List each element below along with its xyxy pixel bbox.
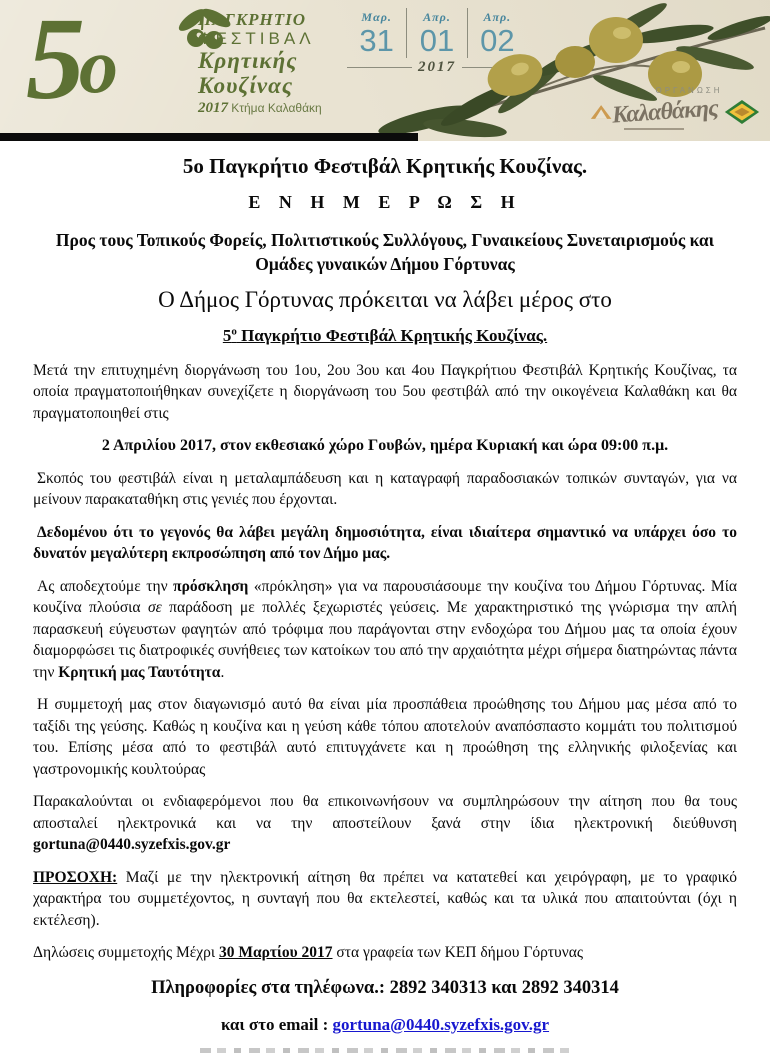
festival-logo-wordmark <box>198 11 322 116</box>
dates-year: 2017 <box>418 58 456 75</box>
date-day-1: 31 <box>359 23 394 58</box>
festival-heading: $5^o$ Παγκρήτιο Φεστιβάλ Κρητικής Κουζίνας. <box>222 325 548 345</box>
organizer-label: ΟΡΓΑΝΩΣΗ <box>655 86 723 95</box>
event-date-line: 2 Απριλίου 2017, στον εκθεσιακό χώρο Γουβών, ημέρα Κυριακή και ώρα 09:00 π.μ. <box>101 437 669 455</box>
festival-banner <box>0 0 770 141</box>
deadline-date: 30 Μαρτίου 2017 <box>218 944 333 962</box>
black-divider-bar <box>0 133 418 141</box>
festival-name-line3: Κρητικής <box>198 48 298 73</box>
paragraph-participation: Η συμμετοχή μας στον διαγωνισμό αυτό θα είναι μία προσπάθεια προώθησης του Δήμου μας μέσα από το ταξίδι της γεύσης. Καθώς η κουζίνα και η γεύση κάθε τόπου αποτελούν αναπόσπαστο κομμάτι του πολιτισμού του. Επίσης μέσα από το φεστιβάλ αυτό επιτυγχάνετε και η προώθηση της ελληνικής φιλοξενίας και γαστρονομικής κουλτούρας <box>33 696 737 778</box>
page-title: 5ο Παγκρήτιο Φεστιβάλ Κρητικής Κουζίνας. <box>182 154 588 178</box>
signature-subtext-line <box>624 128 684 130</box>
italic-se: σε <box>147 599 162 617</box>
paragraph-publicity: Δεδομένου ότι το γεγονός θα λάβει μεγάλη δημοσιότητα, είναι ιδιαίτερα σημαντικό να υπάρχει όσο το δυνατόν μεγαλύτερη εκπροσώπηση από τον Δήμο μας. <box>33 523 737 563</box>
date-day-3: 02 <box>480 23 515 58</box>
bold-prosklisi: πρόσκληση <box>173 577 249 595</box>
cutoff-text-sliver <box>200 1048 572 1053</box>
logo-edition-number: 5 <box>26 0 79 124</box>
date-day-2: 01 <box>419 23 455 58</box>
organizer-block <box>590 86 760 130</box>
paragraph-invitation: Ας αποδεχτούμε την πρόσκληση «πρόκληση» για να παρουσιάσουμε την κουζίνα του Δήμου Γόρτυνας. Μία κουζίνα πλούσια σε παράδοση με πολλές ξεχωριστές γεύσεις. Με χαρακτηριστικό της γνώρισμα την απλή παρασκευή εύγευστων φαγητών από τρόφιμα που παράγονται στην ενδοχώρα του Δήμου μας τα οποία έχουν διαμορφώσει τις διατροφικές συνήθειες των κατοίκων του από την αρχαιότητα μέχρι σήμερα διατηρώντας πάντα την Κρητική μας Ταυτότητα. <box>33 577 737 681</box>
festival-name-line2: ΦΕΣΤΙΒΑΛ <box>198 29 315 48</box>
organizer-signature: Καλαθάκης <box>611 94 719 129</box>
paragraph-purpose: Σκοπός του φεστιβάλ είναι η μεταλαμπάδευση και η καταγραφή παραδοσιακών τοπικών συνταγών, για να μείνουν παρακαταθήκη στις γενιές που έρχονται. <box>33 469 737 509</box>
addressees-line: Προς τους Τοπικούς Φορείς, Πολιτιστικούς Συλλόγους, Γυναικείους Συνεταιρισμούς και Ομάδες γυναικών Δήμου Γόρτυνας <box>55 230 715 274</box>
announcement-body <box>0 141 770 1035</box>
lead-sentence: Ο Δήμος Γόρτυνας πρόκειται να λάβει μέρος στο <box>158 287 612 312</box>
triangle-logo <box>590 102 612 122</box>
subtitle-enimerosi: Ε Ν Η Μ Ε Ρ Ω Σ Η <box>248 192 522 212</box>
email-link[interactable]: gortuna@0440.syzefxis.gov.gr <box>332 1014 550 1034</box>
date-month-1: Μαρ. <box>361 10 392 24</box>
deadline-line: Δηλώσεις συμμετοχής Μέχρι 30 Μαρτίου 2017 στα γραφεία των ΚΕΠ δήμου Γόρτυνας <box>33 944 583 962</box>
festival-year: 2017 <box>198 100 228 116</box>
attention-label: ΠΡΟΣΟΧΗ: <box>33 868 118 886</box>
phones-line: Πληροφορίες στα τηλέφωνα.: 2892 340313 και 2892 340314 <box>151 977 619 998</box>
festival-name-line1: ΠΑΓΚΡΗΤΙΟ <box>198 10 307 29</box>
logo-edition-suffix: ο <box>79 22 118 109</box>
bold-cretan-identity: Κρητική μας Ταυτότητα <box>58 663 221 681</box>
paragraph-attention: ΠΡΟΣΟΧΗ: Μαζί με την ηλεκτρονική αίτηση θα πρέπει να κατατεθεί και χειρόγραφη, με το γραφικό χαρακτήρα του συμμετέχοντος, η συνταγή που θα εκτελεστεί, καθώς και τα υλικά που απαιτούνται (όχι η εκτέλεση). <box>33 868 737 929</box>
application-email: gortuna@0440.syzefxis.gov.gr <box>33 836 231 854</box>
date-month-2: Απρ. <box>423 10 451 24</box>
festival-name-line4: Κουζίνας <box>198 73 294 98</box>
paragraph-intro: Μετά την επιτυχημένη διοργάνωση του 1ου, 2ου 3ου και 4ου Παγκρήτιου Φεστιβάλ Κρητικής Κουζίνας, τα οποία πραγματοποιήθηκαν συνεχίζετε η διοργάνωση του 5ου φεστιβάλ από την οικογένεια Καλαθάκη και θα πραγματοποιηθεί στις <box>33 361 737 422</box>
diamond-logo <box>724 97 760 127</box>
email-line: και στο email : gortuna@0440.syzefxis.gov.gr <box>220 1014 550 1034</box>
date-month-3: Απρ. <box>483 10 512 24</box>
festival-venue: Κτήμα Καλαθάκη <box>231 101 322 115</box>
festival-logo-5o <box>26 0 118 124</box>
paragraph-application: Παρακαλούνται οι ενδιαφερόμενοι που θα επικοινωνήσουν να συμπληρώσουν την αίτηση που θα τους αποσταλεί ηλεκτρονικά και να την αποστείλουν ξανά στην ίδια ηλεκτρονική διεύθυνση gortuna@0440.syzefxis.gov.gr <box>33 793 737 854</box>
